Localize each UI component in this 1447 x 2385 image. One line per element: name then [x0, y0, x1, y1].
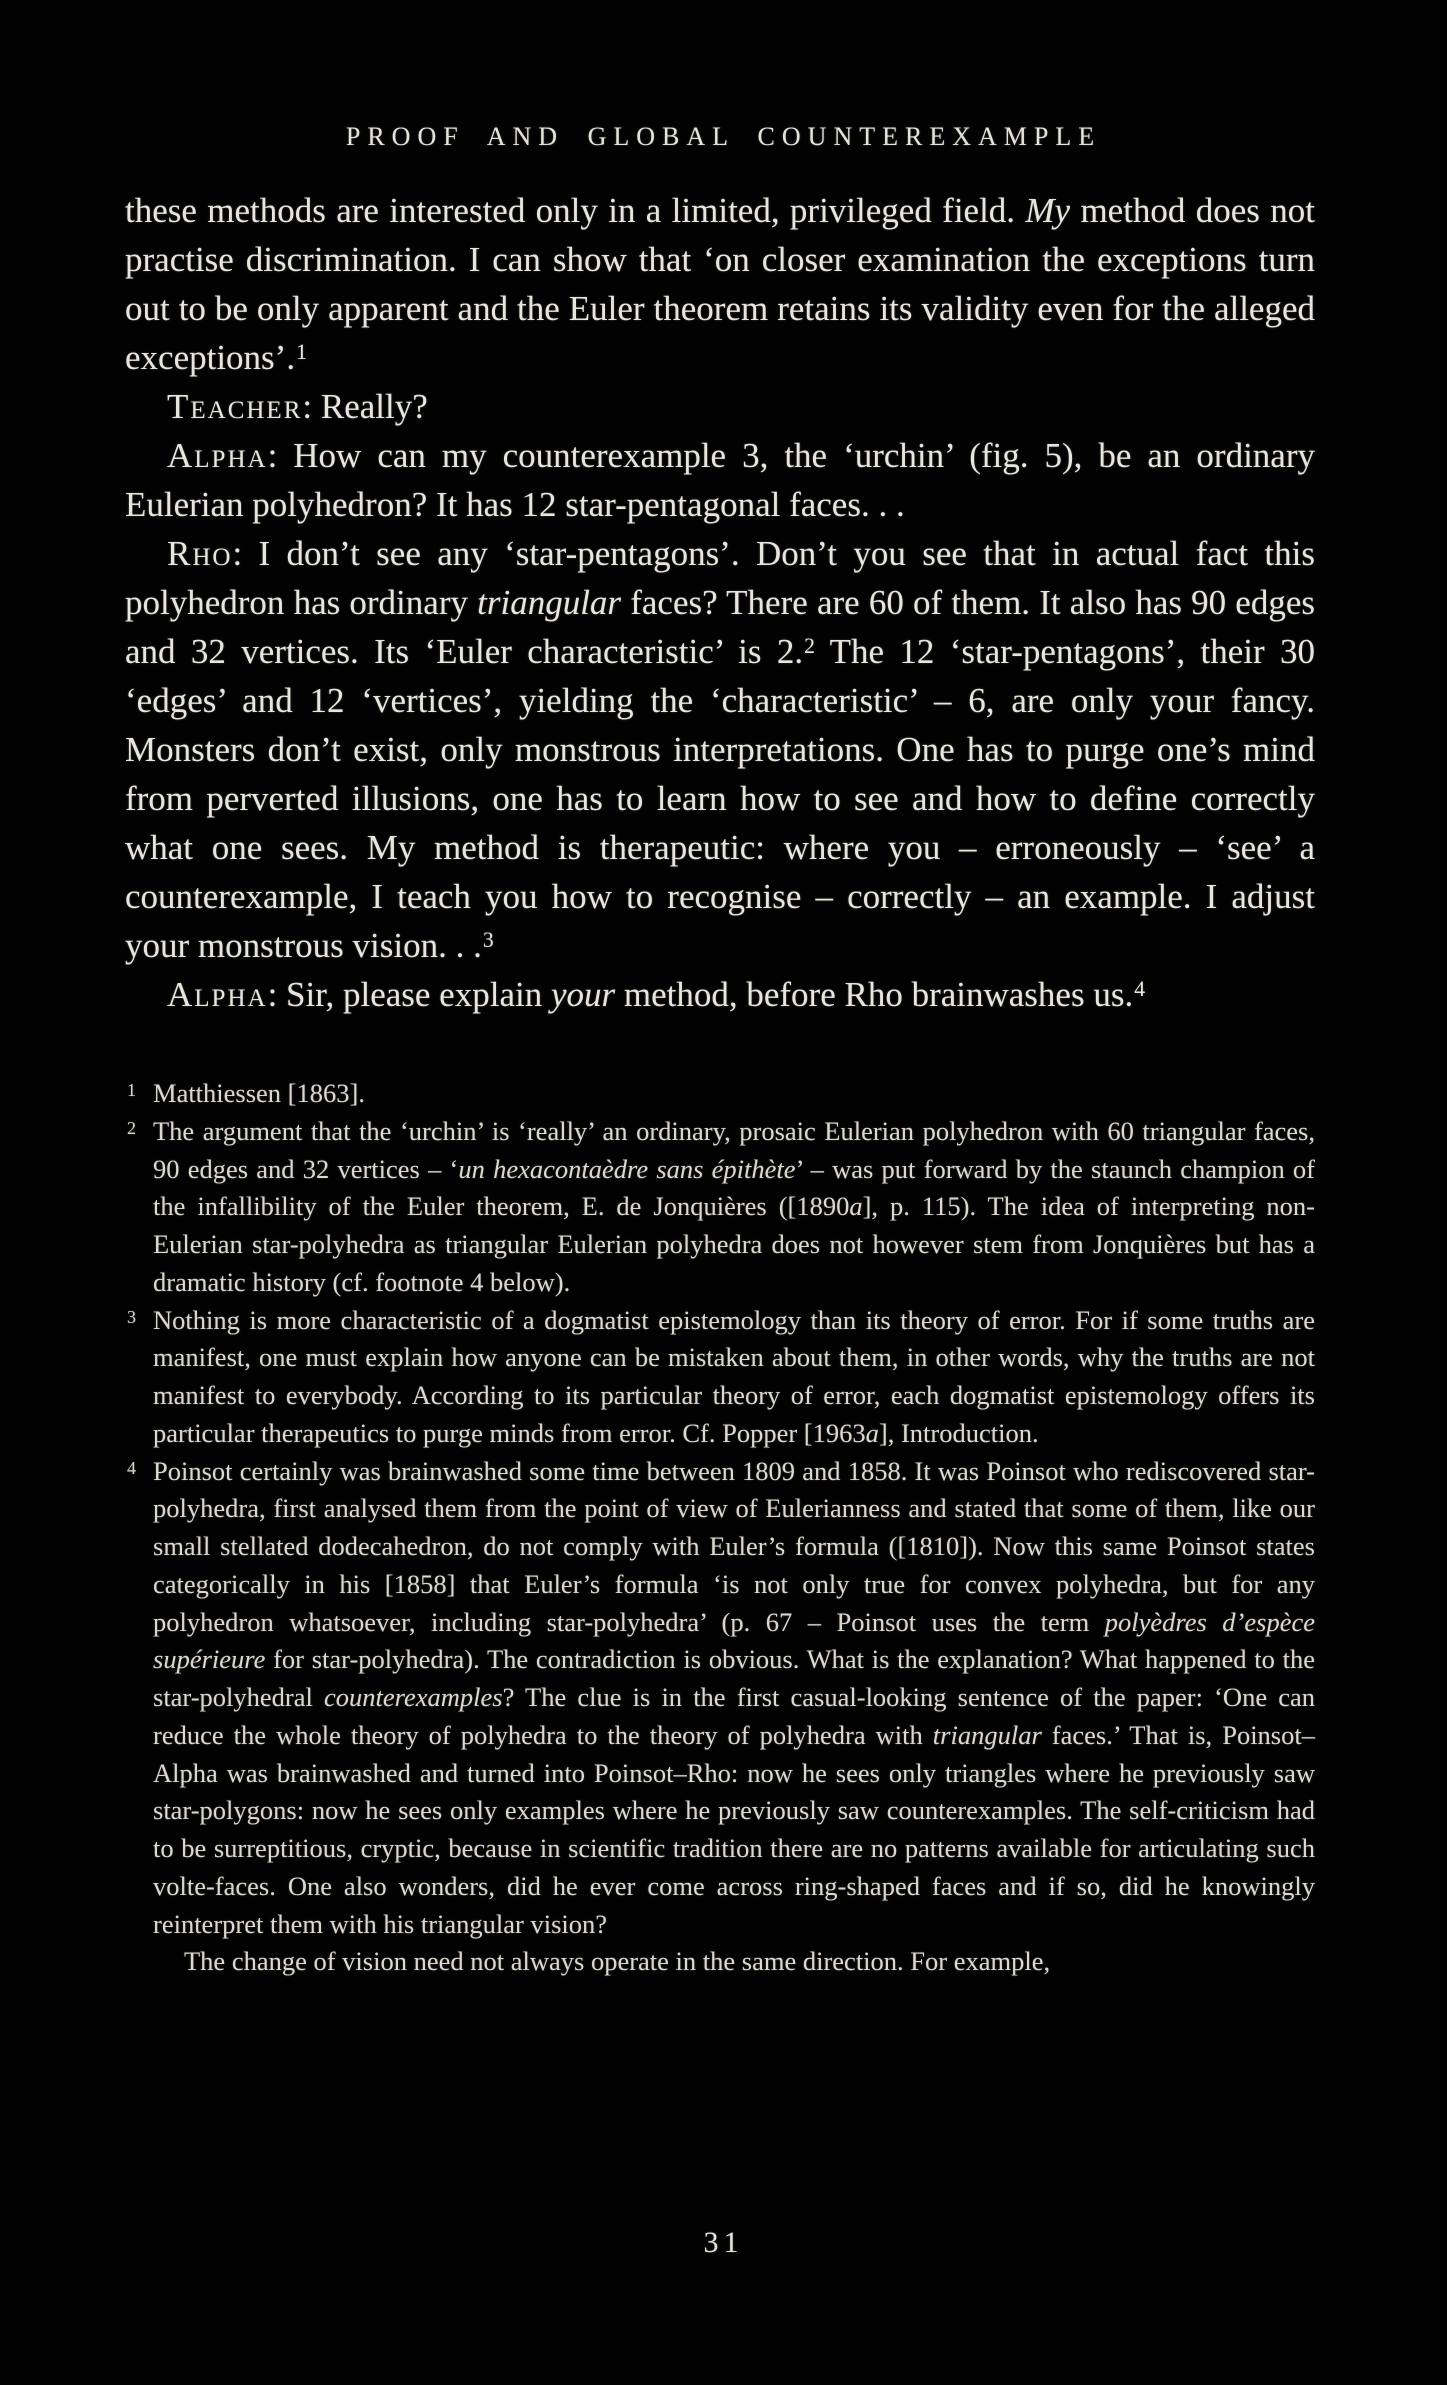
footnote-2-marker: 2 — [127, 1117, 137, 1138]
footnote-2 — [125, 1113, 1315, 1302]
footnote-4-text: Poinsot certainly was brainwashed some time between 1809 and 1858. It was Poinsot who rediscovered star-polyhedra, first analysed them from the point of view of Eulerianness and stated that some of them, like our small stellated dodecahedron, do not comply with Euler’s formula ([1810]). Now this same Poinsot states categorically in his [1858] that Euler’s formula ‘is not only true for convex polyhedra, but for any polyhedron whatsoever, including star-polyhedra’ (p. 67 – Poinsot uses the term polyèdres d’espèce supérieure for star-polyhedra). The contradiction is obvious. What is the explanation? What happened to the star-polyhedral counterexamples? The clue is in the first casual-looking sentence of the paper: ‘One can reduce the whole theory of polyhedra to the theory of polyhedra with triangular faces.’ That is, Poinsot–Alpha was brainwashed and turned into Poinsot–Rho: now he sees only triangles where he previously saw star-polygons: now he sees only examples where he previously saw counterexamples. The self-criticism had to be surreptitious, cryptic, because in scientific tradition there are no patterns available for articulating such volte-faces. One also wonders, did he ever come across ring-shaped faces and if so, did he knowingly reinterpret them with his triangular vision? — [153, 1455, 1315, 1939]
footnote-4 — [125, 1453, 1315, 1982]
dialogue-alpha-2: Alpha: Sir, please explain your method, before Rho brainwashes us.$^4$ — [167, 975, 1146, 1014]
footnote-3 — [125, 1302, 1315, 1453]
footnote-4-continuation: The change of vision need not always operate in the same direction. For example, — [184, 1946, 1051, 1977]
dialogue-teacher: Teacher: Really? — [167, 387, 428, 426]
footnote-1-marker: 1 — [127, 1080, 137, 1100]
dialogue-alpha: Alpha: How can my counterexample 3, the ‘urchin’ (fig. 5), be an ordinary Eulerian polyhedron? It has 12 star-pentagonal faces. . . — [125, 436, 1315, 524]
footnote-1 — [125, 1075, 1315, 1113]
page-number: 31 — [703, 2226, 744, 2259]
paragraph-continuation: these methods are interested only in a limited, privileged field. My method does not practise discrimination. I can show that ‘on closer examination the exceptions turn out to be only apparent and the Euler theorem retains its validity even for the alleged exceptions’.$^1$ — [125, 191, 1315, 377]
page-content — [125, 186, 1315, 1981]
footnote-1-text: Matthiessen [1863]. — [153, 1078, 365, 1108]
main-text — [125, 186, 1315, 1019]
footnote-3-text: Nothing is more characteristic of a dogmatist epistemology than its theory of error. For if some truths are manifest, one must explain how anyone can be mistaken about them, in other words, why the truths are not manifest to everybody. According to its particular theory of error, each dogmatist epistemology offers its particular therapeutics to purge minds from error. Cf. Popper [1963a], Introduction. — [153, 1304, 1315, 1448]
footnote-4-marker: 4 — [127, 1457, 137, 1478]
footnote-3-marker: 3 — [127, 1306, 137, 1327]
footnote-2-text: The argument that the ‘urchin’ is ‘really’ an ordinary, prosaic Eulerian polyhedron with 60 triangular faces, 90 edges and 32 vertices – ‘un hexacontaèdre sans épithète’ – was put forward by the staunch champion of the infallibility of the Euler theorem, E. de Jonquières ([1890a], p. 115). The idea of interpreting non-Eulerian star-polyhedra as triangular Eulerian polyhedra does not however stem from Jonquières but has a dramatic history (cf. footnote 4 below). — [153, 1115, 1315, 1297]
footnotes — [125, 1075, 1315, 1981]
running-header: PROOF AND GLOBAL COUNTEREXAMPLE — [345, 122, 1102, 151]
dialogue-rho: Rho: I don’t see any ‘star-pentagons’. Don’t you see that in actual fact this polyhedron has ordinary triangular faces? There are 60 of them. It also has 90 edges and 32 vertices. Its ‘Euler characteristic’ is 2.$^2$ The 12 ‘star-pentagons’, their 30 ‘edges’ and 12 ‘vertices’, yielding the ‘characteristic’ – 6, are only your fancy. Monsters don’t exist, only monstrous interpretations. One has to purge one’s mind from perverted illusions, one has to learn how to see and how to define correctly what one sees. My method is therapeutic: where you – erroneously – ‘see’ a counterexample, I teach you how to recognise – correctly – an example. I adjust your monstrous vision. . .$^3$ — [125, 534, 1315, 965]
